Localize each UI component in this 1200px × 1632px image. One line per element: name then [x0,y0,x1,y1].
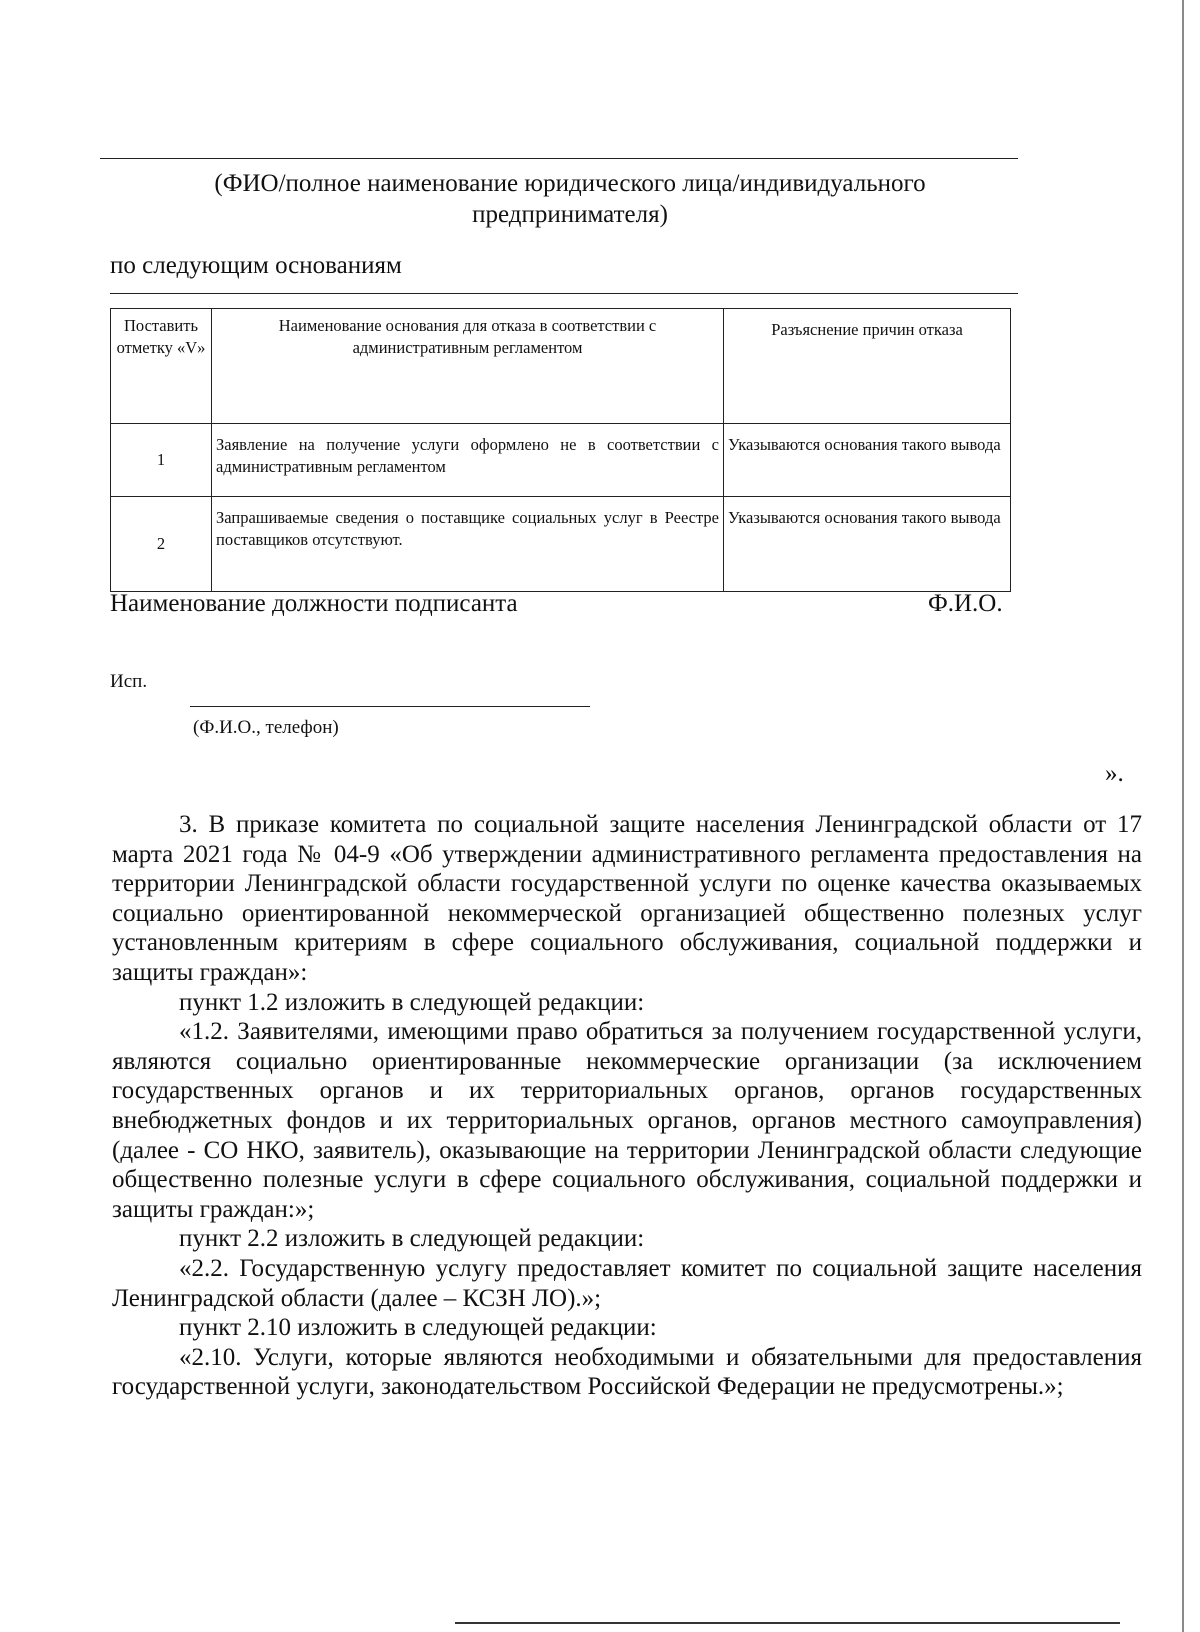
name-field-caption [120,168,1020,230]
row-mark: 1 [111,424,212,497]
header-basis: Наименование основания для отказа в соответствии с административным регламентом [212,309,724,424]
scan-edge [1182,0,1184,1632]
refusal-grounds-table [110,308,1011,592]
row-explanation: Указываются основания такого вывода [724,497,1011,592]
page-bottom-mark [455,1622,1120,1624]
paragraph: 3. В приказе комитета по социальной защите населения Ленинградской области от 17 марта 2021 года № 04-9 «Об утверждении административного регламента предоставления на территории Ленинградской области государственной услуги по оценке качества оказываемых социально ориентированной некоммерческой организацией общественно полезных услуг установленным критериям в сфере социального обслуживания, социальной поддержки и защиты граждан»: [112,811,1142,986]
name-field-caption-line1: (ФИО/полное наименование юридического лица/индивидуального [214,170,926,197]
paragraph: пункт 2.10 изложить в следующей редакции: [179,1314,657,1342]
signer-position: Наименование должности подписанта [110,590,518,617]
paragraph: «2.10. Услуги, которые являются необходимыми и обязательными для предоставления государственной услуги, законодательством Российской Федерации не предусмотрены.»; [112,1343,1142,1401]
name-field-line [100,158,1018,159]
amendment-text [112,810,1142,1402]
paragraph: пункт 1.2 изложить в следующей редакции: [179,988,645,1016]
executor-line [190,706,590,707]
table-row [111,424,1011,497]
row-basis: Запрашиваемые сведения о поставщике социальных услуг в Реестре поставщиков отсутствуют. [212,497,724,592]
paragraph: пункт 2.2 изложить в следующей редакции: [179,1225,645,1253]
grounds-intro: по следующим основаниям [110,252,402,279]
paragraph: «2.2. Государственную услугу предоставляет комитет по социальной защите населения Ленинградской области (далее – КСЗН ЛО).»; [112,1254,1142,1312]
executor-caption: (Ф.И.О., телефон) [193,717,339,738]
row-mark: 2 [111,497,212,592]
grounds-line [110,293,1018,294]
header-mark: Поставить отметку «V» [111,309,212,424]
closing-quote: ». [1105,760,1124,787]
table-row [111,497,1011,592]
row-explanation: Указываются основания такого вывода [724,424,1011,497]
row-basis: Заявление на получение услуги оформлено не в соответствии с административным регламентом [212,424,724,497]
paragraph: «1.2. Заявителями, имеющими право обратиться за получением государственной услуги, являются социально ориентированные некоммерческие организации (за исключением государственных органов и их территориальных органов, органов государственных внебюджетных фондов и их территориальных органов, органов местного самоуправления) (далее - СО НКО, заявитель), оказывающие на территории Ленинградской области следующие общественно полезные услуги в сфере социального обслуживания, социальной поддержки и защиты граждан:»; [112,1018,1142,1223]
executor-label: Исп. [110,671,148,692]
name-field-caption-line2: предпринимателя) [472,201,668,228]
signer-name: Ф.И.О. [928,590,1003,617]
header-explanation: Разъяснение причин отказа [724,309,1011,424]
table-header-row [111,309,1011,424]
